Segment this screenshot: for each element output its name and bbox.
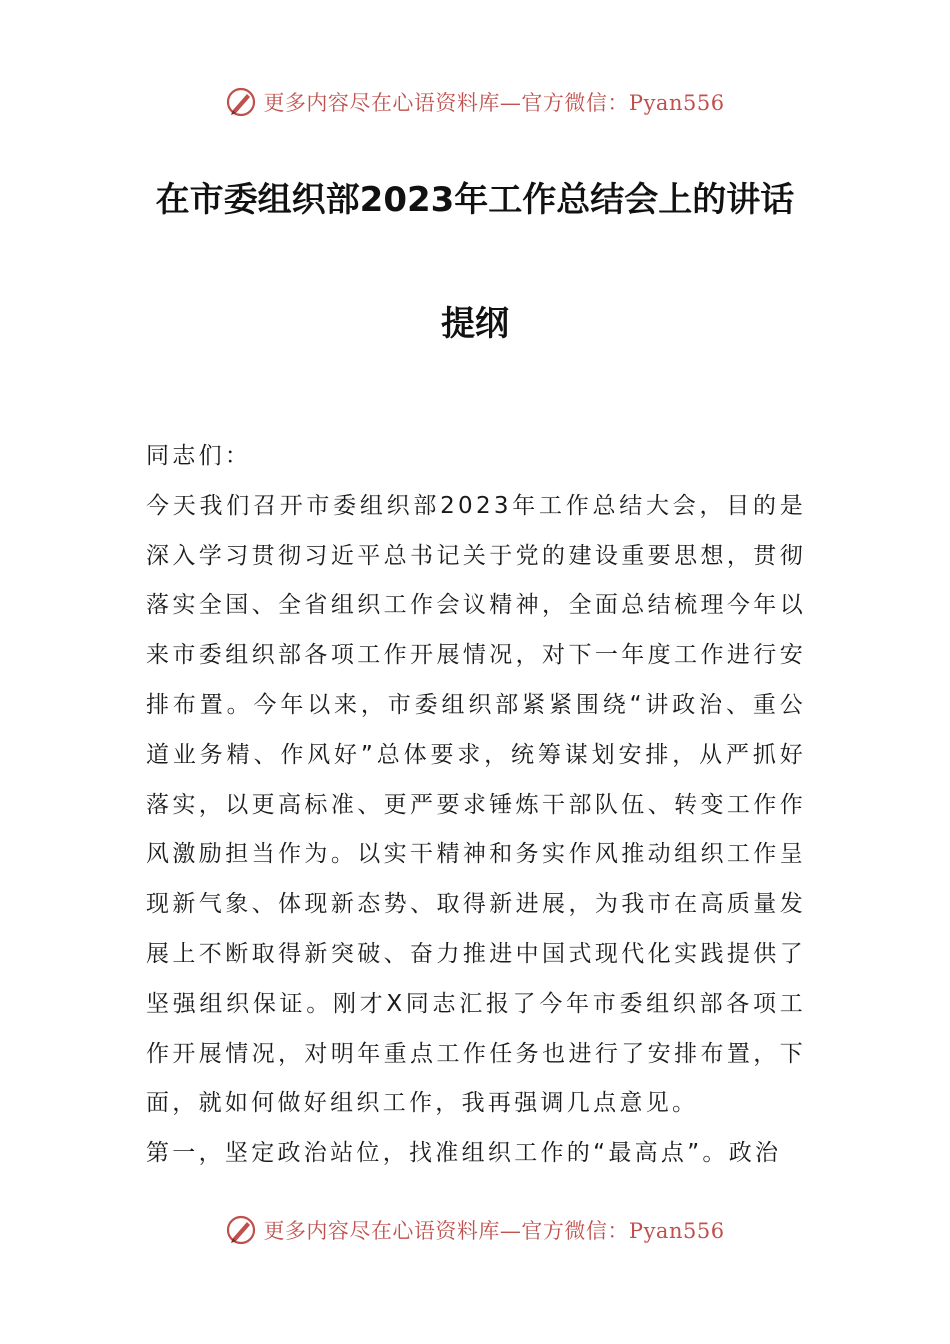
document-title: 在市委组织部2023年工作总结会上的讲话	[155, 180, 795, 220]
document-body	[146, 432, 806, 1179]
salutation: 同志们：	[146, 443, 252, 469]
pen-circle-logo-icon	[225, 86, 257, 118]
watermark-header	[0, 82, 950, 122]
watermark-text: 更多内容尽在心语资料库—官方微信：Pyan556	[263, 1219, 725, 1243]
document-title-continued: 提纲	[441, 304, 509, 344]
paragraph-1: 今天我们召开市委组织部2023年工作总结大会，目的是深入学习贯彻习近平总书记关于党的建设重要思想，贯彻落实全国、全省组织工作会议精神，全面总结梳理今年以来市委组织部各项工作开展情况，对下一年度工作进行安排布置。今年以来，市委组织部紧紧围绕“讲政治、重公道业务精、作风好”总体要求，统筹谋划安排，从严抓好落实，以更高标准、更严要求锤炼干部队伍、转变工作作风激励担当作为。以实干精神和务实作风推动组织工作呈现新气象、体现新态势、取得新进展，为我市在高质量发展上不断取得新突破、奋力推进中国式现代化实践提供了坚强组织保证。刚才X同志汇报了今年市委组织部各项工作开展情况，对明年重点工作任务也进行了安排布置，下面，就如何做好组织工作，我再强调几点意见。	[146, 492, 806, 1117]
paragraph-2: 第一，坚定政治站位，找准组织工作的“最高点”。政治	[146, 1140, 782, 1167]
watermark-text: 更多内容尽在心语资料库—官方微信：Pyan556	[263, 91, 725, 115]
watermark-footer	[0, 1210, 950, 1250]
pen-circle-logo-icon	[225, 1214, 257, 1246]
